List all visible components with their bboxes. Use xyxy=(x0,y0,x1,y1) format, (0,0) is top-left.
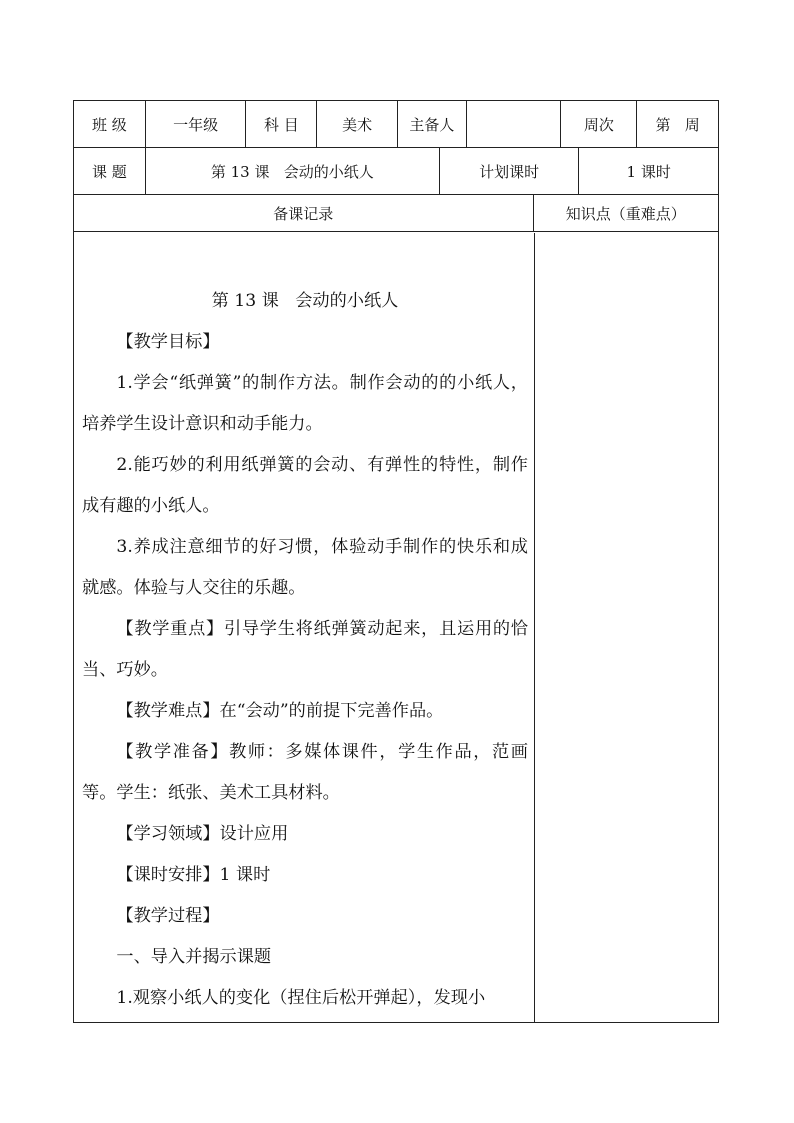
paragraph: 【教学过程】 xyxy=(116,906,220,926)
paragraph: 【课时安排】1 课时 xyxy=(116,865,271,885)
paragraph: 3.养成注意细节的好习惯，体验动手制作的快乐和成就感。体验与人交往的乐趣。 xyxy=(82,537,528,598)
lesson-plan-table xyxy=(73,100,719,1023)
class-label: 班 级 xyxy=(74,101,146,147)
preparer-value xyxy=(467,101,562,147)
planned-hours-value: 1 课时 xyxy=(626,162,671,181)
paragraph: 【学习领域】设计应用 xyxy=(116,824,289,844)
subject-label: 科 目 xyxy=(246,101,317,147)
column-header-row xyxy=(74,195,718,232)
header-row-1 xyxy=(74,101,718,148)
lesson-title: 第 13 课 会动的小纸人 xyxy=(211,291,399,311)
paragraph: 2.能巧妙的利用纸弹簧的会动、有弹性的特性，制作成有趣的小纸人。 xyxy=(82,455,528,516)
topic-value: 第 13 课 会动的小纸人 xyxy=(146,148,440,194)
paragraph: 【教学目标】 xyxy=(116,332,220,352)
preparer-label: 主备人 xyxy=(398,101,467,147)
week-label: 周次 xyxy=(561,101,637,147)
paragraph: 一、导入并揭示课题 xyxy=(116,947,272,967)
paragraph: 【教学难点】在“会动”的前提下完善作品。 xyxy=(116,701,444,721)
subject-value: 美术 xyxy=(317,101,398,147)
paragraph: 1.学会“纸弹簧”的制作方法。制作会动的的小纸人，培养学生设计意识和动手能力。 xyxy=(82,373,528,434)
topic-label: 课 题 xyxy=(74,148,146,194)
paragraph: 【教学重点】引导学生将纸弹簧动起来，且运用的恰当、巧妙。 xyxy=(82,619,528,680)
paragraph: 1.观察小纸人的变化（捏住后松开弹起），发现小 xyxy=(116,988,486,1008)
key-points-cell xyxy=(535,233,718,1022)
class-value: 一年级 xyxy=(146,101,247,147)
lesson-content xyxy=(74,233,534,1019)
paragraph: 【教学准备】教师：多媒体课件，学生作品，范画等。学生：纸张、美术工具材料。 xyxy=(82,742,528,803)
key-points-header: 知识点（重难点） xyxy=(565,204,686,223)
week-value: 第 周 xyxy=(655,115,700,134)
lesson-record-header: 备课记录 xyxy=(74,195,534,231)
lesson-record-cell xyxy=(74,233,535,1022)
planned-hours-label: 计划课时 xyxy=(440,148,580,194)
header-row-2 xyxy=(74,148,718,195)
